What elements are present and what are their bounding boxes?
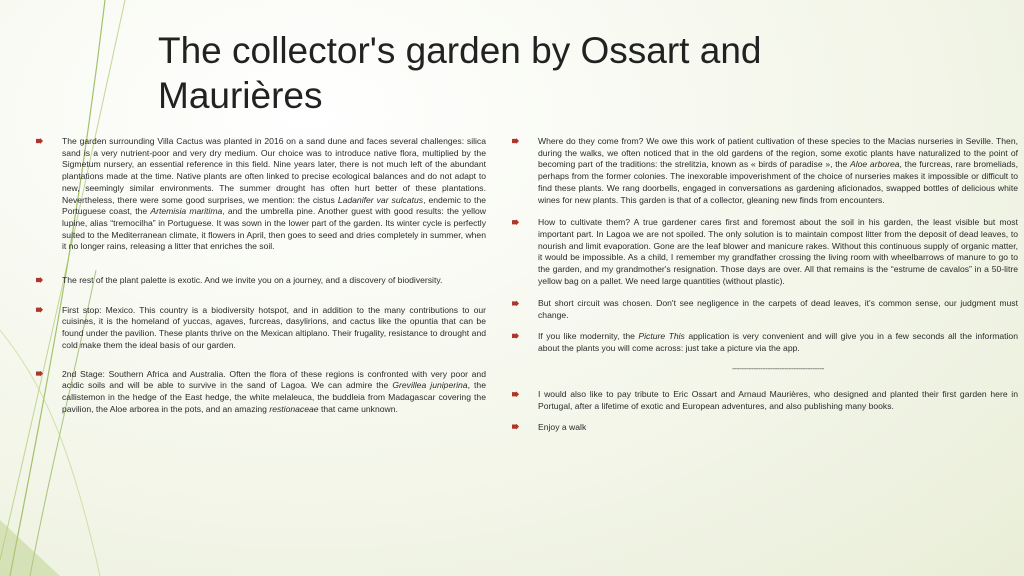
left-column	[36, 136, 486, 415]
text: Where do they come from? We owe this work of patient cultivation of these species to the Macias nurseries in Seville. Then, during the walks, we often noticed that in the old gardens of the region, some exotic plants have naturalized to the point of becoming part of the traditions: the strelitzia, known as « birds of paradise », the	[538, 136, 1018, 170]
list-item	[512, 422, 1018, 434]
list-item	[36, 369, 486, 416]
list-item	[512, 389, 1018, 412]
italic-text: Grevillea juniperina	[392, 380, 468, 391]
list-item	[512, 298, 1018, 321]
text: , the callistemon in the hedge of the East hedge, the white melaleuca, the buddleia from Madagascar covering the pavilion, the Aloe arborea in the pots, and an amazing	[62, 380, 486, 414]
text: First stop: Mexico. This country is a biodiversity hotspot, and in addition to the many contributions to our cuisines, it is the homeland of yuccas, agaves, furcreas, dasylirions, and cactus like the opuntia that can be found under the pavilion. These plants thrive on the Mexican altiplano. Their frugality, resistance to drought and cold make them the ideal basis of our garden.	[62, 304, 486, 350]
italic-text: restionaceae	[269, 403, 319, 414]
text: , the furcreas, rare bromeliads, perhaps from the former colonies. The inexorable impoverishment of the choice of nurseries makes it impossible or difficult to find these plants. We rang doorbells, engaged in conversations as gardening aficionados, swapped bottles of delicious white wines for new plants. This garden is that of a collector, gleaning new finds from encounters.	[538, 159, 1018, 205]
arrow-bullet-icon	[36, 277, 43, 283]
arrow-bullet-icon	[36, 371, 43, 377]
list-item	[512, 331, 1018, 354]
italic-text: Ladanifer var sulcatus	[337, 194, 424, 205]
list-item	[512, 136, 1018, 206]
right-column	[512, 136, 1018, 433]
text: , and the umbrella pine. Another guest with good results: the yellow lupine, alias “tremocilha” in Portuguese. It was sown in the lower part of the garden. Its winter cycle is perfectly suited to the Mediterranean climate, it flowers in April, then goes to seed and dries completely in summer, when it no longer rains, releasing a litter that enriches the soil.	[62, 206, 486, 252]
italic-text: Picture This	[638, 330, 685, 341]
text: Enjoy a walk	[538, 421, 587, 432]
text: 2nd Stage: Southern Africa and Australia. Often the flora of these regions is confronted with very poor and acidic soils and will be able to survive in the sand of Lagoa. We can admire the	[62, 368, 486, 391]
text: The garden surrounding Villa Cactus was planted in 2016 on a sand dune and faces several challenges: silica sand is a very nutrient-poor and very dry medium. Our choice was to introduce native flora, multiplied by the Sigmetum nursery, an essential reference in this field. Nine years later, there is not much left of the abundant plantations made at the time. Native plants are often linked to precise ecological balances and do not adapt to new, seemingly similar environments. The summer drought has often hurt better of these plantations. Nevertheless, there were some good surprises, we mention: the cistus	[62, 136, 486, 205]
arrow-bullet-icon	[36, 138, 43, 144]
arrow-bullet-icon	[512, 138, 519, 144]
text: But short circuit was chosen. Don't see negligence in the carpets of dead leaves, it's common sense, our judgment must change.	[538, 298, 1018, 321]
arrow-bullet-icon	[512, 391, 519, 397]
text: If you like modernity, the	[538, 330, 639, 341]
arrow-bullet-icon	[512, 424, 519, 430]
text: application is very convenient and will give you in a few seconds all the information about the plants you will come across: just take a picture via the app.	[538, 330, 1018, 353]
list-item	[36, 305, 486, 352]
text: I would also like to pay tribute to Eric Ossart and Arnaud Maurières, who designed and planted their first garden here in Portugal, after a lifetime of exotic and European adventures, and also publishing many books.	[538, 389, 1018, 411]
arrow-bullet-icon	[512, 219, 519, 225]
page-title: The collector's garden by Ossart and Maurières	[158, 30, 762, 116]
text: , endemic to the Portuguese coast, the	[62, 194, 487, 217]
list-item	[36, 275, 486, 287]
arrow-bullet-icon	[512, 300, 519, 306]
list-item	[512, 217, 1018, 287]
arrow-bullet-icon	[36, 307, 43, 313]
separator-line: ---------------------------------------	[731, 363, 825, 374]
arrow-bullet-icon	[512, 333, 519, 339]
italic-text: Artemisia maritima	[150, 206, 223, 217]
text: The rest of the plant palette is exotic. And we invite you on a journey, and a discovery of biodiversity.	[62, 275, 443, 286]
italic-text: Aloe arborea	[849, 159, 900, 170]
text: that came unknown.	[318, 403, 398, 414]
list-item	[36, 136, 486, 253]
text: How to cultivate them? A true gardener cares first and foremost about the soil in his garden, the least visible but most important part. In Lagoa we are not spoiled. The only solution is to maintain compost litter from the deposit of dead leaves, to nourish and limit evaporation. Gone are the leaf blower and manicure rakes. Without this continuous supply of organic matter, it would be impossible. As a child, I remember my grandfather crossing the living room with wheelbarrows of manure to go to the garden, and my grandmother's resignation. Those days are over. All that remains is the “estrume de cavalos” in a 50-litre yellow bag on a pallet. We need large quantities (without plastic).	[538, 217, 1018, 286]
